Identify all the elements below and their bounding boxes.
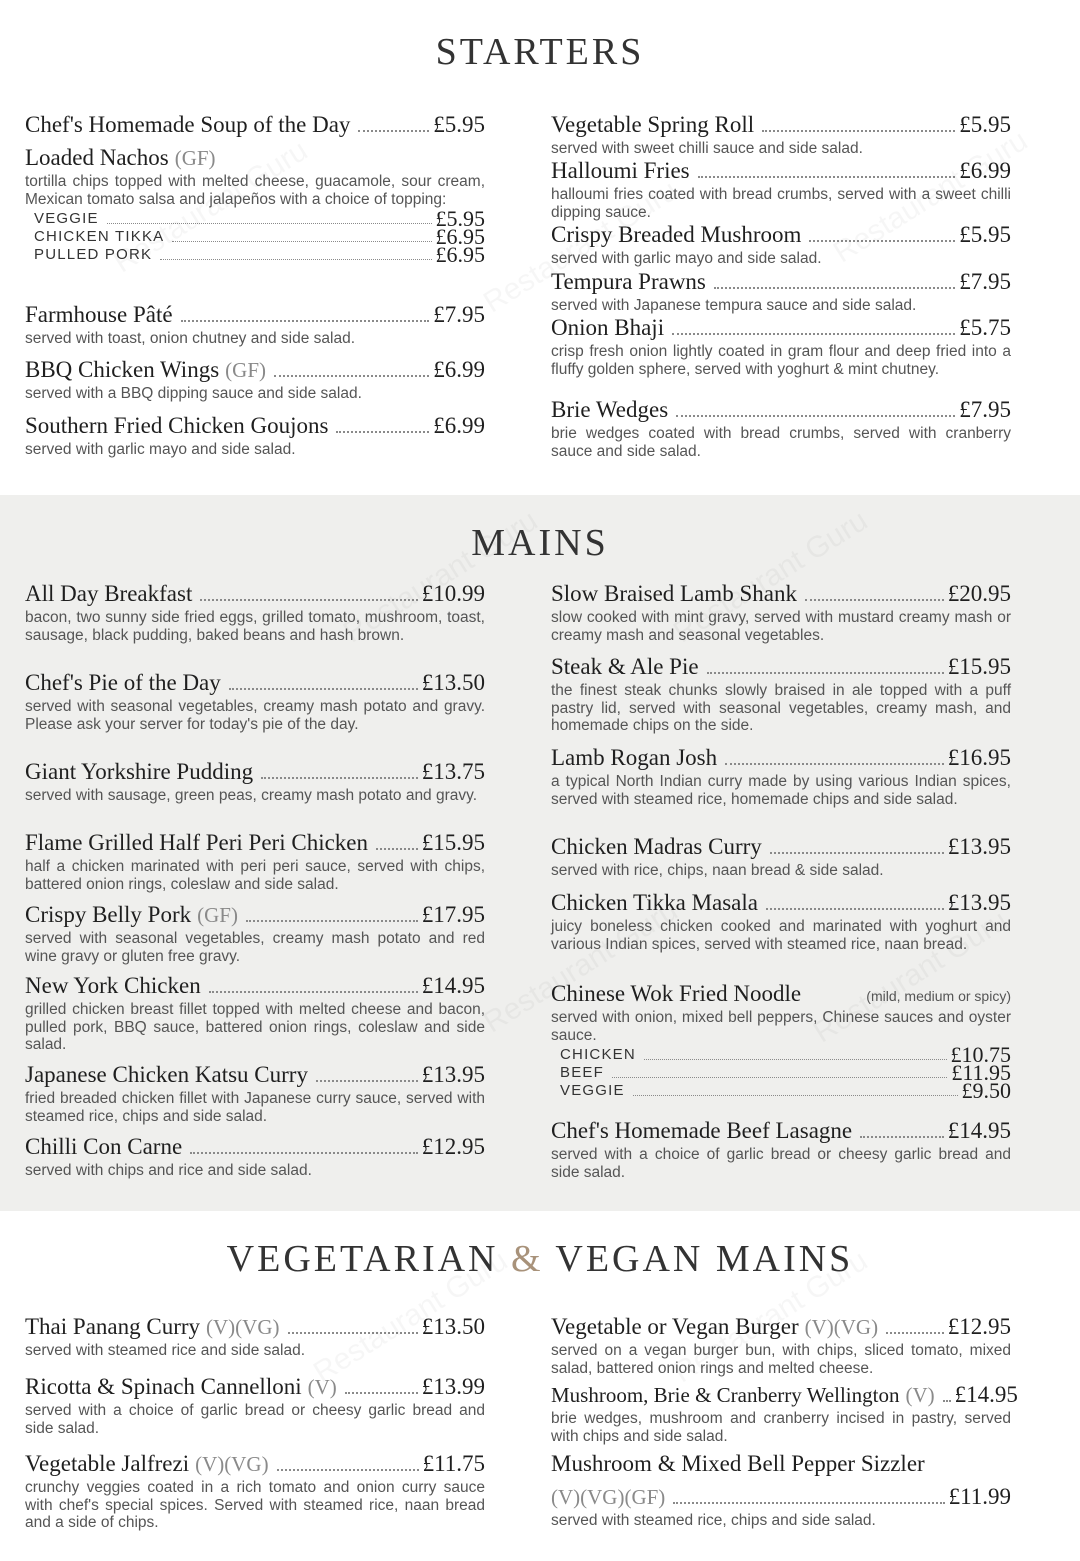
- item-name: All Day Breakfast: [25, 581, 193, 606]
- item-description: halloumi fries coated with bread crumbs, served with a sweet chilli dipping sauce.: [551, 186, 1011, 221]
- menu-item: [25, 1451, 485, 1532]
- item-price: £13.50: [421, 1314, 485, 1339]
- diet-tag: (V)(VG): [195, 1452, 269, 1476]
- item-description: served with Japanese tempura sauce and side salad.: [551, 297, 917, 314]
- item-price: £13.95: [947, 890, 1011, 915]
- item-price: £13.95: [947, 834, 1011, 859]
- item-name: Mushroom & Mixed Bell Pepper Sizzler: [551, 1451, 925, 1476]
- leader-dots: [181, 320, 430, 322]
- menu-item: [551, 834, 1011, 880]
- leader-dots: [229, 688, 418, 690]
- vegetarian-vegan-section: [0, 1211, 1080, 1561]
- item-name: Vegetable or Vegan Burger: [551, 1314, 799, 1339]
- leader-dots: [805, 599, 944, 601]
- item-description: served with a choice of garlic bread or cheesy garlic bread and side salad.: [25, 1402, 485, 1437]
- menu-item: [551, 745, 1011, 808]
- item-price: £12.95: [947, 1314, 1011, 1339]
- menu-item: [25, 759, 485, 805]
- item-description: served with a BBQ dipping sauce and side salad.: [25, 385, 362, 402]
- leader-dots: [762, 130, 955, 132]
- menu-item: [25, 145, 485, 267]
- menu-item: [551, 654, 1011, 735]
- item-description: a typical North Indian curry made by using various Indian spices, served with steamed rice, homemade chips and side salad.: [551, 773, 1011, 808]
- option-name: BEEF: [560, 1064, 604, 1081]
- mains-right-column: [551, 495, 1011, 1211]
- option-row: [551, 1042, 1011, 1067]
- diet-tag: (GF): [225, 358, 266, 382]
- menu-item: [25, 830, 485, 893]
- item-description: served with toast, onion chutney and side salad.: [25, 330, 356, 347]
- menu-item: [25, 1374, 485, 1437]
- menu-item: [25, 973, 485, 1054]
- leader-dots: [336, 431, 429, 433]
- menu-item: [551, 1382, 1018, 1445]
- spice-note: (mild, medium or spicy): [866, 988, 1011, 1004]
- leader-dots: [698, 176, 956, 178]
- option-price: £9.50: [961, 1078, 1011, 1103]
- item-price: £6.99: [433, 357, 485, 382]
- item-price: £11.75: [422, 1451, 485, 1476]
- item-description: tortilla chips topped with melted cheese, guacamole, sour cream, Mexican tomato salsa and jalapeños with a choice of topping:: [25, 173, 485, 208]
- leader-dots: [676, 415, 955, 417]
- item-description: served with garlic mayo and side salad.: [551, 250, 822, 267]
- veg-left-column: [25, 1211, 485, 1561]
- item-name: Steak & Ale Pie: [551, 654, 699, 679]
- item-name: Chef's Homemade Beef Lasagne: [551, 1118, 853, 1143]
- item-name: Chicken Tikka Masala: [551, 890, 758, 915]
- leader-dots: [345, 1392, 418, 1394]
- item-name: Thai Panang Curry: [25, 1314, 201, 1339]
- item-description: served with steamed rice, chips and side salad.: [551, 1512, 876, 1529]
- menu-item: [551, 112, 1011, 158]
- leader-dots: [633, 1095, 958, 1096]
- leader-dots: [209, 991, 418, 993]
- item-description: served with rice, chips, naan bread & side salad.: [551, 862, 884, 879]
- leader-dots: [172, 241, 431, 242]
- item-price: £5.95: [433, 112, 485, 137]
- item-price-row: [551, 1484, 1011, 1510]
- item-name: Crispy Belly Pork: [25, 902, 192, 927]
- starters-heading: STARTERS: [435, 31, 645, 73]
- option-name: CHICKEN TIKKA: [34, 228, 165, 245]
- leader-dots: [316, 1080, 418, 1082]
- item-name: Chef's Pie of the Day: [25, 670, 221, 695]
- item-price: £17.95: [421, 902, 485, 927]
- starters-section: [0, 0, 1080, 495]
- item-description: served with chips and rice and side salad.: [25, 1162, 312, 1179]
- menu-item: [25, 302, 485, 348]
- item-description: served with garlic mayo and side salad.: [25, 441, 296, 458]
- menu-item: [25, 413, 485, 459]
- option-row: [25, 224, 485, 249]
- heading-part: VEGAN MAINS: [555, 1238, 854, 1280]
- mains-heading: MAINS: [471, 522, 609, 564]
- item-price: £6.99: [433, 413, 485, 438]
- item-description: fried breaded chicken fillet with Japanese curry sauce, served with steamed rice, chips and side salad.: [25, 1090, 485, 1125]
- leader-dots: [725, 763, 944, 765]
- option-name: VEGGIE: [560, 1082, 625, 1099]
- item-price: £6.99: [959, 158, 1011, 183]
- leader-dots: [277, 1469, 419, 1471]
- menu-item: [551, 269, 1011, 315]
- item-name: Mushroom, Brie & Cranberry Wellington: [551, 1383, 900, 1407]
- menu-item: [551, 581, 1011, 644]
- option-row: [25, 206, 485, 231]
- item-name: Vegetable Jalfrezi: [25, 1451, 190, 1476]
- option-name: CHICKEN: [560, 1046, 636, 1063]
- heading-ampersand: &: [510, 1238, 544, 1280]
- menu-item: [25, 670, 485, 733]
- item-description: crunchy veggies coated in a rich tomato and onion curry sauce with chef's special spices. Served with steamed rice, naan bread and a side of chips.: [25, 1479, 485, 1531]
- option-price: £6.95: [435, 242, 485, 267]
- leader-dots: [200, 599, 417, 601]
- item-price: £5.95: [959, 222, 1011, 247]
- item-description: crisp fresh onion lightly coated in gram flour and deep fried into a fluffy golden sphere, served with yoghurt & mint chutney.: [551, 343, 1011, 378]
- diet-tag: (V)(VG): [804, 1315, 879, 1339]
- option-name: PULLED PORK: [34, 246, 153, 263]
- item-name: Giant Yorkshire Pudding: [25, 759, 254, 784]
- item-price: £14.95: [421, 973, 485, 998]
- item-price: £12.95: [421, 1134, 485, 1159]
- item-description: served with seasonal vegetables, creamy mash potato and red wine gravy or gluten free gravy.: [25, 930, 485, 965]
- item-name: Lamb Rogan Josh: [551, 745, 718, 770]
- diet-tag: (GF): [197, 903, 238, 927]
- leader-dots: [770, 852, 944, 854]
- leader-dots: [809, 240, 955, 242]
- item-name: Japanese Chicken Katsu Curry: [25, 1062, 308, 1087]
- item-name: Southern Fried Chicken Goujons: [25, 413, 329, 438]
- heading-part: VEGETARIAN: [226, 1238, 499, 1280]
- item-price: £20.95: [947, 581, 1011, 606]
- diet-tag: (V)(VG)(GF): [551, 1485, 666, 1509]
- menu-item: [25, 581, 485, 644]
- item-name: Loaded Nachos: [25, 145, 169, 170]
- mains-section: [0, 495, 1080, 1211]
- item-name: Chef's Homemade Soup of the Day: [25, 112, 351, 137]
- leader-dots: [943, 1400, 951, 1402]
- item-name: BBQ Chicken Wings: [25, 357, 220, 382]
- item-price: £13.99: [421, 1374, 485, 1399]
- option-list: [25, 206, 485, 267]
- starters-right-column: [551, 0, 1011, 495]
- option-name: VEGGIE: [34, 210, 99, 227]
- option-price: £11.95: [951, 1060, 1011, 1085]
- item-name: New York Chicken: [25, 973, 201, 998]
- item-description: served with onion, mixed bell peppers, Chinese sauces and oyster sauce.: [551, 1009, 1011, 1044]
- leader-dots: [672, 333, 955, 335]
- menu-item: [551, 397, 1011, 460]
- option-row: [551, 1078, 1011, 1103]
- item-price: £16.95: [947, 745, 1011, 770]
- diet-tag: (V): [905, 1383, 935, 1407]
- item-description: served with steamed rice and side salad.: [25, 1342, 306, 1359]
- item-price: £11.99: [948, 1484, 1011, 1509]
- menu-item: [551, 1314, 1011, 1377]
- item-description: brie wedges coated with bread crumbs, served with cranberry sauce and side salad.: [551, 425, 1011, 460]
- leader-dots: [860, 1136, 944, 1138]
- item-price: £7.95: [959, 269, 1011, 294]
- item-description: slow cooked with mint gravy, served with mustard creamy mash or creamy mash and seasonal vegetables.: [551, 609, 1011, 644]
- item-price: £7.95: [959, 397, 1011, 422]
- item-name: Halloumi Fries: [551, 158, 690, 183]
- menu-item: [25, 112, 485, 138]
- option-row: [25, 242, 485, 267]
- leader-dots: [288, 1332, 418, 1334]
- leader-dots: [261, 777, 418, 779]
- menu-item: [551, 1118, 1011, 1181]
- item-description: served on a vegan burger bun, with chips, sliced tomato, mixed salad, battered onion rings and melted cheese.: [551, 1342, 1011, 1377]
- item-name: Flame Grilled Half Peri Peri Chicken: [25, 830, 369, 855]
- item-price: £15.95: [947, 654, 1011, 679]
- item-name: Farmhouse Pâté: [25, 302, 173, 327]
- leader-dots: [358, 130, 429, 132]
- item-name: Chilli Con Carne: [25, 1134, 183, 1159]
- menu-item: [551, 315, 1011, 378]
- leader-dots: [246, 920, 418, 922]
- starters-left-column: [25, 0, 485, 495]
- leader-dots: [107, 223, 432, 224]
- item-price: £14.95: [954, 1382, 1018, 1407]
- option-list: [551, 1042, 1011, 1103]
- veg-right-column: [551, 1211, 1018, 1561]
- option-row: [551, 1060, 1011, 1085]
- menu-item: [551, 981, 1011, 1103]
- item-description: served with sausage, green peas, creamy mash potato and gravy.: [25, 787, 478, 804]
- item-name: Ricotta & Spinach Cannelloni: [25, 1374, 302, 1399]
- menu-item: [25, 902, 485, 965]
- item-description: half a chicken marinated with peri peri sauce, served with chips, battered onion rings, coleslaw and side salad.: [25, 858, 485, 893]
- leader-dots: [274, 375, 429, 377]
- item-price: £13.95: [421, 1062, 485, 1087]
- leader-dots: [766, 908, 944, 910]
- leader-dots: [190, 1152, 418, 1154]
- item-price: £7.95: [433, 302, 485, 327]
- option-price: £10.75: [950, 1042, 1011, 1067]
- leader-dots: [160, 259, 431, 260]
- diet-tag: (V): [307, 1375, 337, 1399]
- item-name: Slow Braised Lamb Shank: [551, 581, 797, 606]
- mains-left-column: [25, 495, 485, 1211]
- option-price: £6.95: [435, 224, 485, 249]
- item-name: Crispy Breaded Mushroom: [551, 222, 802, 247]
- menu-item: [25, 1314, 485, 1360]
- menu-item: [25, 1134, 485, 1180]
- item-name: Vegetable Spring Roll: [551, 112, 755, 137]
- menu-item: [551, 890, 1011, 953]
- item-description: bacon, two sunny side fried eggs, grilled tomato, mushroom, toast, sausage, black pudding, baked beans and hash brown.: [25, 609, 485, 644]
- leader-dots: [714, 287, 955, 289]
- item-price: £13.75: [421, 759, 485, 784]
- item-description: juicy boneless chicken cooked and marinated with yoghurt and various Indian spices, served with steamed rice, naan bread.: [551, 918, 1011, 953]
- leader-dots: [673, 1502, 944, 1504]
- item-description: served with seasonal vegetables, creamy mash potato and gravy. Please ask your server for today's pie of the day.: [25, 698, 485, 733]
- leader-dots: [886, 1332, 944, 1334]
- menu-item: [551, 158, 1011, 221]
- item-price: £14.95: [947, 1118, 1011, 1143]
- item-name: Tempura Prawns: [551, 269, 706, 294]
- item-price: £5.75: [959, 315, 1011, 340]
- item-description: served with a choice of garlic bread or cheesy garlic bread and side salad.: [551, 1146, 1011, 1181]
- item-name: Onion Bhaji: [551, 315, 665, 340]
- diet-tag: (GF): [174, 146, 216, 170]
- diet-tag: (V)(VG): [206, 1315, 280, 1339]
- item-price: £13.50: [421, 670, 485, 695]
- leader-dots: [707, 672, 944, 674]
- item-description: the finest steak chunks slowly braised in ale topped with a puff pastry lid, served with seasonal vegetables, creamy mash, and homemade chips on the side.: [551, 682, 1011, 734]
- option-price: £5.95: [435, 206, 485, 231]
- item-description: grilled chicken breast fillet topped with melted cheese and bacon, pulled pork, BBQ sauce, battered onion rings, coleslaw and side salad.: [25, 1001, 485, 1053]
- item-price: £5.95: [959, 112, 1011, 137]
- item-name: Chicken Madras Curry: [551, 834, 762, 859]
- item-name: Brie Wedges: [551, 397, 669, 422]
- item-price: £15.95: [421, 830, 485, 855]
- menu-item: [551, 222, 1011, 268]
- leader-dots: [612, 1077, 947, 1078]
- leader-dots: [644, 1059, 947, 1060]
- leader-dots: [376, 848, 418, 850]
- item-description: brie wedges, mushroom and cranberry incised in pastry, served with chips and side salad.: [551, 1410, 1011, 1445]
- menu-item: [25, 1062, 485, 1125]
- item-price: £10.99: [421, 581, 485, 606]
- menu-item: [25, 357, 485, 403]
- menu-item: [551, 1451, 1011, 1530]
- item-name: Chinese Wok Fried Noodle: [551, 981, 802, 1006]
- item-description: served with sweet chilli sauce and side salad.: [551, 140, 863, 157]
